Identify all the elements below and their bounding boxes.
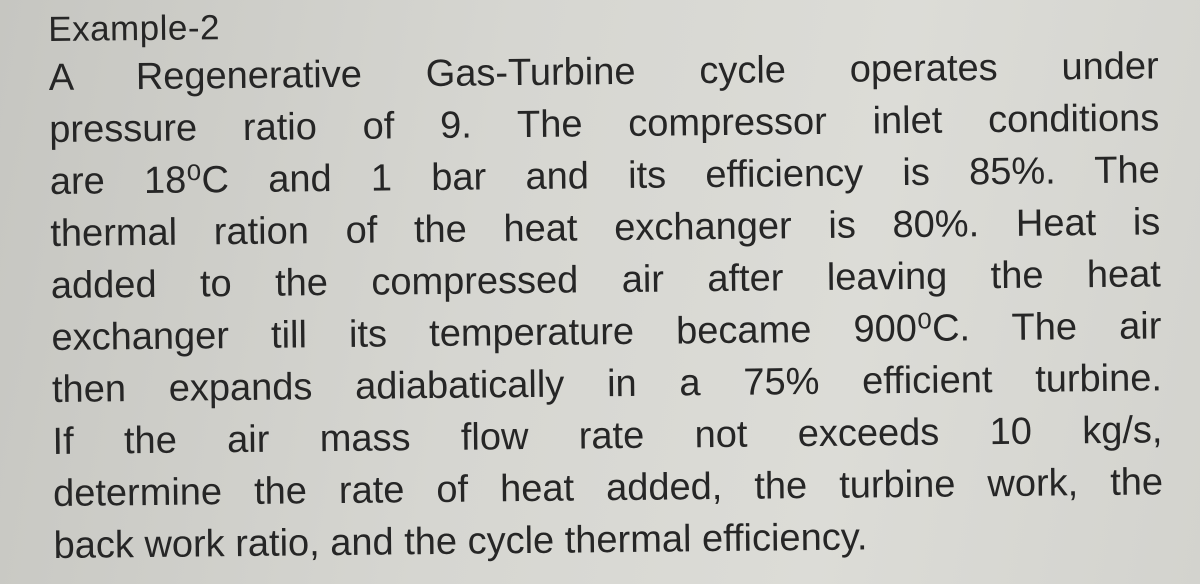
text-line: then expands adiabatically in a 75% efficient turbine.	[51, 357, 1163, 411]
text-line: determine the rate of heat added, the turbine work, the	[52, 461, 1164, 515]
text-line: back work ratio, and the cycle thermal efficiency.	[53, 516, 868, 567]
example-heading: Example-2	[48, 8, 221, 49]
text-line: are 18⁰C and 1 bar and its efficiency is 85%. The	[49, 149, 1160, 203]
text-line: thermal ration of the heat exchanger is 80%. Heat is	[50, 201, 1161, 255]
text-line: If the air mass flow rate not exceeds 10 kg/s,	[52, 409, 1163, 463]
text-line: exchanger till its temperature became 900⁰C. The air	[51, 305, 1162, 359]
text-line: A Regenerative Gas-Turbine cycle operates under	[48, 45, 1159, 99]
text-line: pressure ratio of 9. The compressor inlet conditions	[49, 97, 1160, 151]
text-line: added to the compressed air after leaving the heat	[50, 253, 1162, 307]
problem-text	[48, 0, 1164, 572]
